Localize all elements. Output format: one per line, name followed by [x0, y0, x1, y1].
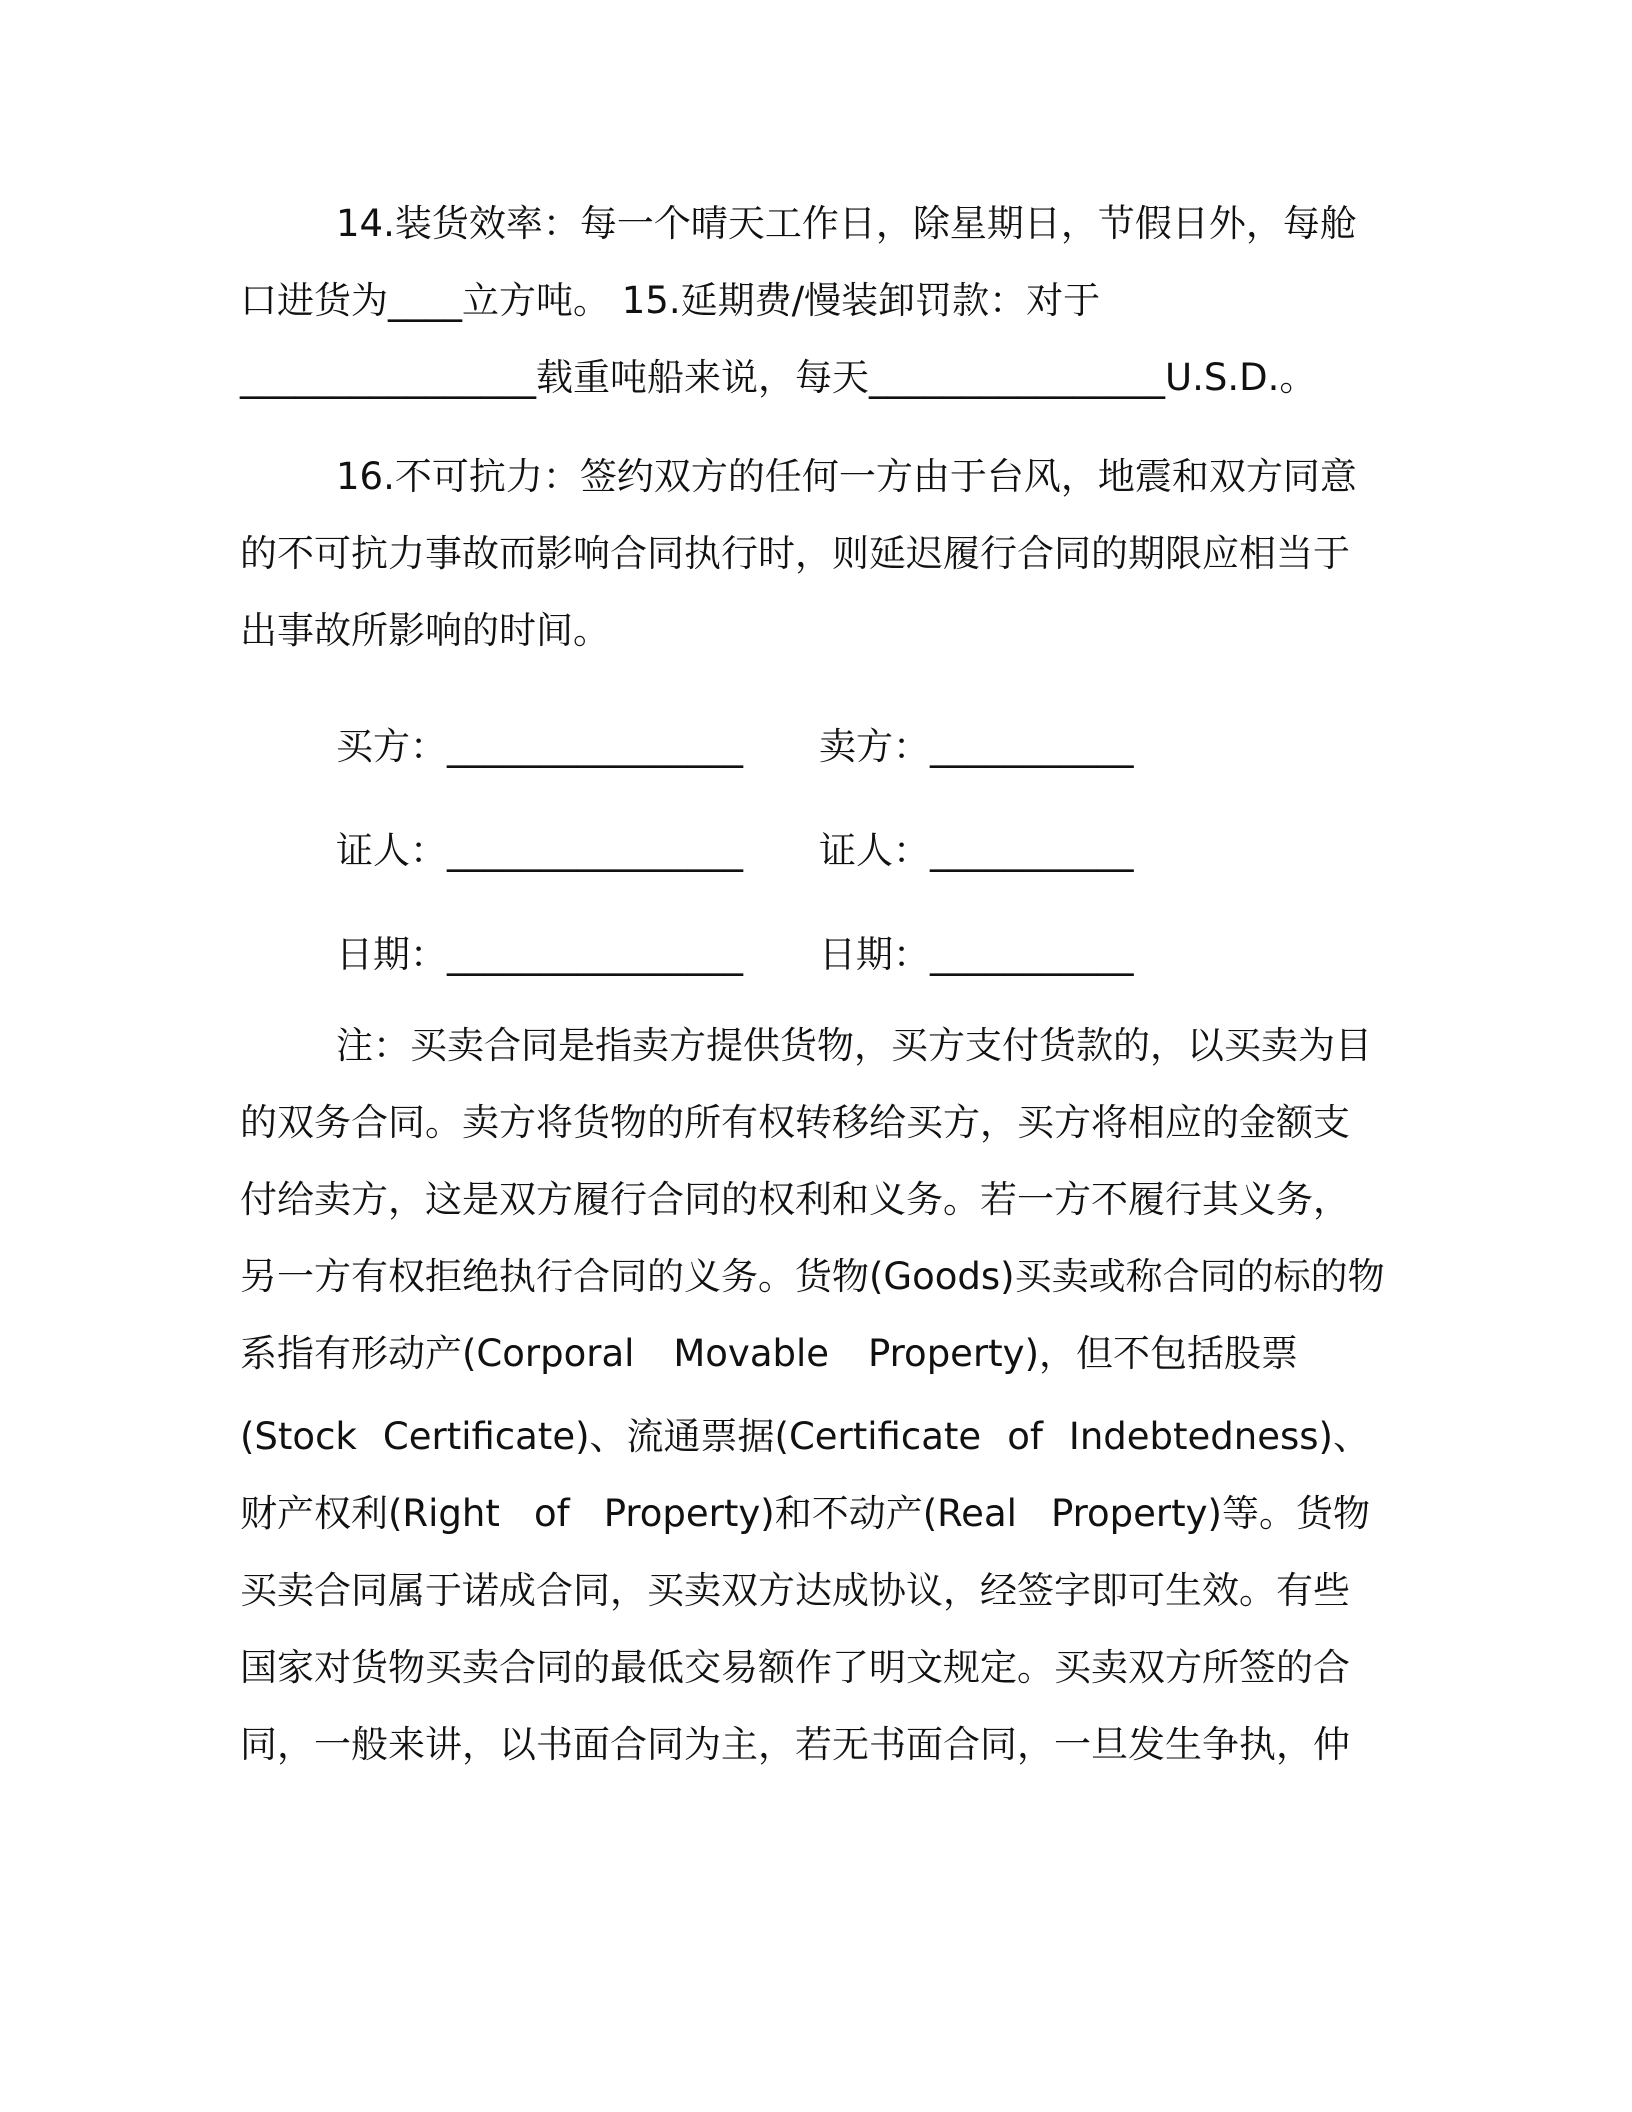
note-line-4: 另一方有权拒绝执行合同的义务。货物(Goods)买卖或称合同的标的物	[240, 1255, 1385, 1298]
note-line-7-part-2: of	[533, 1492, 570, 1535]
note-line-5-part-3: Property)，但不包括股票	[868, 1332, 1298, 1375]
note-line-6-part-3: of	[1007, 1415, 1043, 1458]
seller-witness: 证人：___________	[819, 829, 1134, 872]
clause-16-line-3: 出事故所影响的时间。	[240, 609, 610, 652]
note-line-10: 同，一般来讲，以书面合同为主，若无书面合同，一旦发生争执，仲	[240, 1723, 1350, 1766]
note-line-1: 注：买卖合同是指卖方提供货物，买方支付货款的，以买卖为目	[336, 1024, 1372, 1067]
seller-date: 日期：___________	[819, 933, 1134, 976]
clause-14-line-2: 口进货为____立方吨。 15.延期费/慢装卸罚款：对于	[240, 279, 1101, 322]
note-line-5	[240, 1315, 1298, 1392]
note-section	[240, 1007, 1390, 1783]
signature-block	[240, 695, 1390, 1007]
note-line-7-part-3: Property)和不动产(Real	[603, 1492, 1017, 1535]
document-page	[240, 185, 1390, 1783]
note-line-7	[240, 1475, 1390, 1552]
note-line-6-part-2: Certificate)、流通票据(Certificate	[382, 1415, 982, 1458]
note-line-6-part-1: (Stock	[240, 1415, 357, 1458]
buyer-witness: 证人：________________	[336, 829, 743, 872]
signature-row-party	[336, 695, 1390, 799]
note-line-7-part-1: 财产权利(Right	[240, 1492, 500, 1535]
note-line-3: 付给卖方，这是双方履行合同的权利和义务。若一方不履行其义务，	[240, 1178, 1350, 1221]
buyer-signature: 买方：________________	[336, 725, 743, 768]
clause-16-line-2: 的不可抗力事故而影响合同执行时，则延迟履行合同的期限应相当于	[240, 532, 1350, 575]
clause-16-line-1: 16.不可抗力：签约双方的任何一方由于台风，地震和双方同意	[336, 455, 1357, 498]
note-line-6-part-4: Indebtedness)、	[1068, 1415, 1370, 1458]
clause-14-line-1: 14.装货效率：每一个晴天工作日，除星期日，节假日外，每舱	[336, 202, 1357, 245]
note-line-7-part-4: Property)等。货物	[1050, 1492, 1370, 1535]
clause-16	[240, 438, 1390, 669]
note-line-2: 的双务合同。卖方将货物的所有权转移给买方，买方将相应的金额支	[240, 1101, 1350, 1144]
clause-15-line-3: ________________载重吨船来说，每天________________U.S.D.。	[240, 356, 1317, 399]
signature-row-witness	[336, 799, 1390, 903]
note-line-8: 买卖合同属于诺成合同，买卖双方达成协议，经签字即可生效。有些	[240, 1569, 1350, 1612]
seller-signature: 卖方：___________	[819, 725, 1134, 768]
note-line-5-part-2: Movable	[673, 1332, 830, 1375]
signature-row-date	[336, 903, 1390, 1007]
note-line-5-part-1: 系指有形动产(Corporal	[240, 1332, 635, 1375]
note-line-9: 国家对货物买卖合同的最低交易额作了明文规定。买卖双方所签的合	[240, 1646, 1350, 1689]
note-line-6	[240, 1398, 1390, 1475]
buyer-date: 日期：________________	[336, 933, 743, 976]
clause-14-15	[240, 185, 1390, 416]
